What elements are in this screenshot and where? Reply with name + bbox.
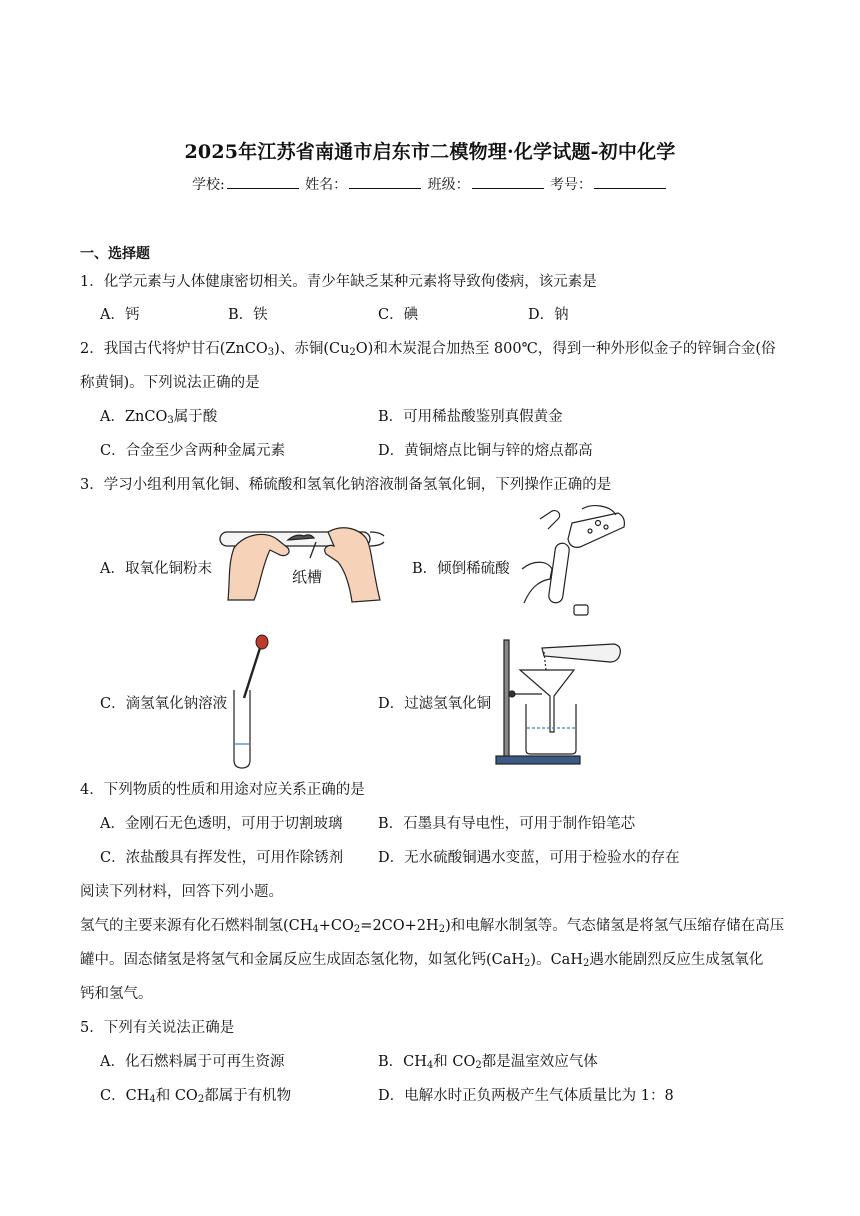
q1-stem: 1．化学元素与人体健康密切相关。青少年缺乏某种元素将导致佝偻病，该元素是 — [80, 274, 597, 290]
student-info-line — [0, 174, 860, 194]
figure-filtration — [496, 632, 626, 770]
q5-option-b: B．$CH_4$和 $CO_2$都是温室效应气体 — [378, 1054, 598, 1071]
page-title: 2025年江苏省南通市启东市二模物理·化学试题-初中化学 — [184, 141, 676, 163]
q2-option-a: A．ZnCO$_3$属于酸 — [100, 409, 218, 426]
q4-stem: 4．下列物质的性质和用途对应关系正确的是 — [80, 782, 365, 798]
q4-option-b: B．石墨具有导电性，可用于制作铅笔芯 — [378, 816, 636, 832]
q1-option-a: A．钙 — [100, 307, 140, 323]
q5-stem: 5．下列有关说法正确是 — [80, 1020, 235, 1036]
figure-powder-sampling — [218, 518, 390, 604]
reading-para-line2: 罐中。固态储氢是将氢气和金属反应生成固态氢化物，如氢化钙(CaH$_2$)。CaH$_2$遇水能剧烈反应生成氢氧化 — [80, 952, 764, 969]
name-blank — [349, 176, 421, 189]
q3-option-c: C．滴氢氧化钠溶液 — [100, 696, 228, 712]
paper-trough-label: 纸槽 — [292, 568, 323, 586]
school-blank — [227, 176, 299, 189]
q5-option-d: D．电解水时正负两极产生气体质量比为 1：8 — [378, 1088, 674, 1104]
name-label: 姓名： — [305, 177, 348, 193]
reading-intro: 阅读下列材料，回答下列小题。 — [80, 884, 283, 900]
q1-option-b: B．铁 — [228, 307, 268, 323]
q4-option-a: A．金刚石无色透明，可用于切割玻璃 — [100, 816, 343, 832]
figure-pouring-acid — [512, 505, 634, 623]
q1-option-c: C．碘 — [378, 307, 419, 323]
q2-option-b: B．可用稀盐酸鉴别真假黄金 — [378, 409, 563, 425]
school-label: 学校: — [191, 177, 225, 193]
q3-option-a: A．取氧化铜粉末 — [100, 561, 212, 577]
q4-option-d: D．无水硫酸铜遇水变蓝，可用于检验水的存在 — [378, 850, 680, 866]
q2-option-c: C．合金至少含两种金属元素 — [100, 443, 286, 459]
class-label: 班级： — [427, 177, 470, 193]
section-heading: 一、选择题 — [80, 246, 150, 262]
q2-stem-line2: 称黄铜)。下列说法正确的是 — [80, 375, 260, 391]
q5-option-a: A．化石燃料属于可再生资源 — [100, 1054, 285, 1070]
q3-option-b: B．倾倒稀硫酸 — [412, 561, 510, 577]
figure-dropper — [226, 632, 276, 770]
q2-option-d: D．黄铜熔点比铜与锌的熔点都高 — [378, 443, 593, 459]
exam-no-label: 考号： — [550, 177, 593, 193]
q3-option-d: D．过滤氢氧化铜 — [378, 696, 492, 712]
q1-option-d: D．钠 — [528, 307, 569, 323]
q3-stem: 3．学习小组利用氧化铜、稀硫酸和氢氧化钠溶液制备氢氧化铜，下列操作正确的是 — [80, 477, 612, 493]
exam-no-blank — [594, 176, 666, 189]
reading-para-line3: 钙和氢气。 — [80, 986, 153, 1002]
class-blank — [472, 176, 544, 189]
q2-stem-line1: 2．我国古代将炉甘石(ZnCO$_3$)、赤铜$(Cu_2O)$和木炭混合加热至 800℃，得到一种外形似金子的锌铜合金(俗 — [80, 341, 776, 358]
q4-option-c: C．浓盐酸具有挥发性，可用作除锈剂 — [100, 850, 344, 866]
reading-para-line1: 氢气的主要来源有化石燃料制氢$(CH_4+CO_2=2CO+2H_2)$和电解水制氢等。气态储氢是将氢气压缩存储在高压 — [80, 918, 785, 935]
q5-option-c: C．$CH_4$和 $CO_2$都属于有机物 — [100, 1088, 292, 1105]
